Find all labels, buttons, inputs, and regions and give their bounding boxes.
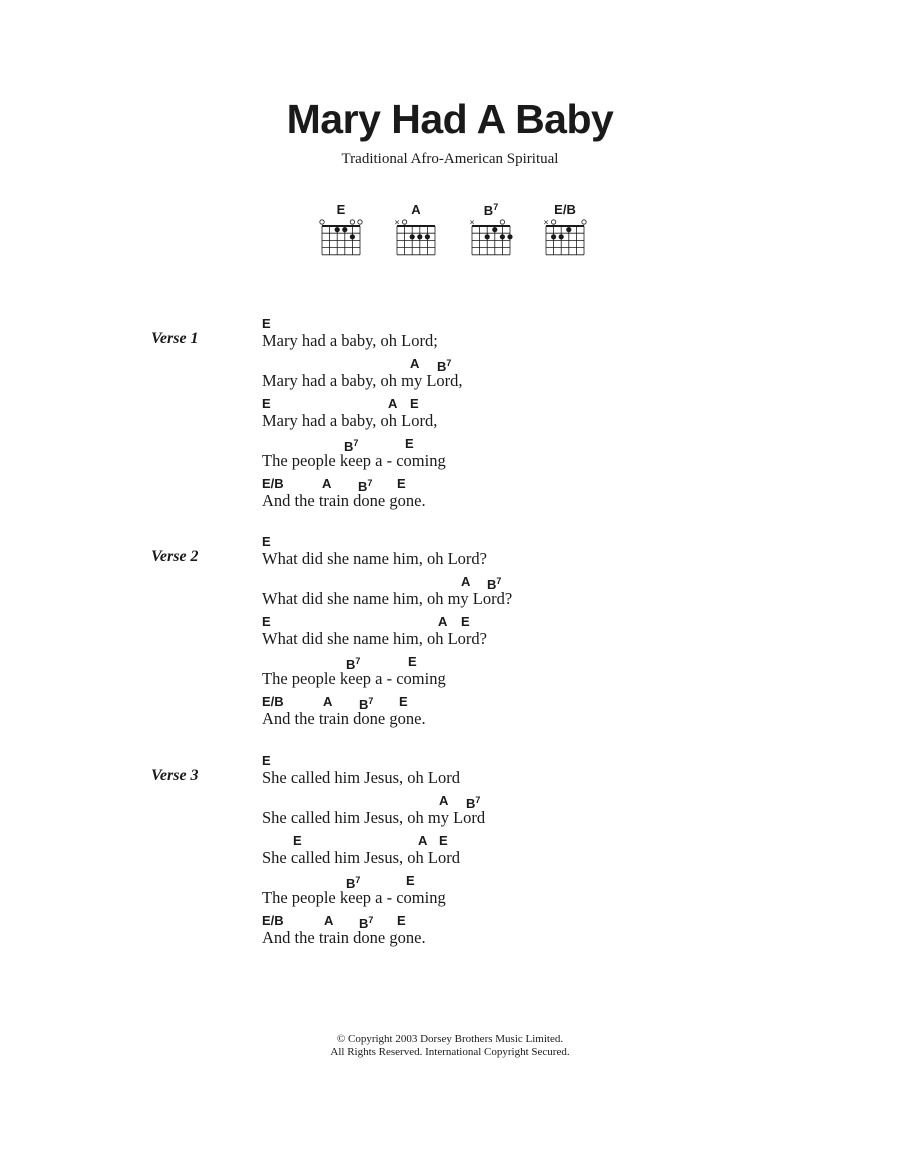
chord-symbol: E	[408, 654, 417, 669]
chord-symbol: $B^7$	[346, 875, 361, 891]
chord-symbol: A	[322, 476, 332, 491]
chord-symbol: E	[461, 614, 470, 629]
chord-symbol: $B^7$	[346, 656, 361, 672]
finger-dot	[559, 234, 564, 239]
chord-symbol: $B^7$	[344, 438, 359, 454]
lyric-text: Mary had a baby, oh Lord,	[262, 411, 438, 430]
lyric-text: Mary had a baby, oh my Lord,	[262, 371, 463, 390]
open-string-marker	[551, 220, 555, 224]
open-string-marker	[582, 220, 586, 224]
chord-diagram-3	[461, 202, 521, 262]
lyric-text: What did she name him, oh Lord?	[262, 549, 487, 568]
lyric-text: The people keep a - coming	[262, 451, 446, 470]
lyric-text: What did she name him, oh my Lord?	[262, 589, 513, 608]
muted-string-marker: ×	[469, 218, 475, 227]
chord-symbol: E/B	[262, 476, 284, 491]
finger-dot	[335, 227, 340, 232]
muted-string-marker: ×	[394, 218, 400, 227]
chord-symbol: E	[262, 614, 271, 629]
chord-grid	[386, 216, 446, 260]
finger-dot	[425, 234, 430, 239]
lyric-text: She called him Jesus, oh Lord	[262, 848, 460, 867]
chord-symbol: A	[439, 793, 449, 808]
verse-label: Verse 1	[151, 330, 199, 347]
finger-dot	[417, 234, 422, 239]
chord-grid	[535, 216, 595, 260]
copyright-line-1: © Copyright 2003 Dorsey Brothers Music Limited.	[336, 1033, 564, 1045]
finger-dot	[410, 234, 415, 239]
chord-symbol: A	[461, 574, 471, 589]
chord-diagram-name: A	[411, 202, 421, 217]
chord-symbol: E	[262, 316, 271, 331]
open-string-marker	[358, 220, 362, 224]
chord-symbol: E/B	[262, 694, 284, 709]
chord-symbol: A	[438, 614, 448, 629]
lyric-text: The people keep a - coming	[262, 888, 446, 907]
chord-diagram-name: $B^7$	[483, 202, 499, 218]
finger-dot	[342, 227, 347, 232]
chord-symbol: E	[262, 534, 271, 549]
chord-symbol: E	[405, 436, 414, 451]
chord-symbol: $B^7$	[358, 478, 373, 494]
lyric-text: Mary had a baby, oh Lord;	[262, 331, 438, 350]
muted-string-marker: ×	[543, 218, 549, 227]
chord-symbol: E	[406, 873, 415, 888]
open-string-marker	[350, 220, 354, 224]
finger-dot	[551, 234, 556, 239]
chord-diagram-2	[386, 202, 446, 262]
lyric-text: And the train done gone.	[262, 709, 426, 728]
chord-symbol: A	[418, 833, 428, 848]
verse-label: Verse 2	[151, 548, 199, 565]
open-string-marker	[320, 220, 324, 224]
chord-symbol: E	[293, 833, 302, 848]
lyric-text: The people keep a - coming	[262, 669, 446, 688]
chord-symbol: E	[439, 833, 448, 848]
chord-symbol: $B^7$	[437, 358, 452, 374]
chord-symbol: E	[262, 396, 271, 411]
chord-symbol: A	[323, 694, 333, 709]
chord-symbol: A	[388, 396, 398, 411]
finger-dot	[350, 234, 355, 239]
chord-symbol: E/B	[262, 913, 284, 928]
chord-symbol: E	[262, 753, 271, 768]
song-title: Mary Had A Baby	[286, 96, 614, 142]
finger-dot	[485, 234, 490, 239]
finger-dot	[507, 234, 512, 239]
chord-symbol: E	[397, 913, 406, 928]
lyric-text: And the train done gone.	[262, 491, 426, 510]
copyright-line-2: All Rights Reserved. International Copyright Secured.	[330, 1046, 570, 1058]
chord-grid	[461, 216, 521, 260]
chord-symbol: $B^7$	[359, 696, 374, 712]
chord-grid	[311, 216, 371, 260]
chord-symbol: $B^7$	[359, 915, 374, 931]
chord-symbol: A	[324, 913, 334, 928]
chord-diagram-1	[311, 202, 371, 262]
chord-symbol: E	[410, 396, 419, 411]
open-string-marker	[402, 220, 406, 224]
lyric-text: And the train done gone.	[262, 928, 426, 947]
finger-dot	[492, 227, 497, 232]
lyric-text: She called him Jesus, oh my Lord	[262, 808, 486, 827]
finger-dot	[566, 227, 571, 232]
open-string-marker	[500, 220, 504, 224]
verse-label: Verse 3	[151, 767, 199, 784]
chord-diagram-name: E	[336, 202, 346, 217]
chord-symbol: A	[410, 356, 420, 371]
chord-symbol: E	[399, 694, 408, 709]
chord-diagram-4	[535, 202, 595, 262]
chord-symbol: E	[397, 476, 406, 491]
lyric-text: She called him Jesus, oh Lord	[262, 768, 460, 787]
chord-symbol: $B^7$	[466, 795, 481, 811]
lyric-text: What did she name him, oh Lord?	[262, 629, 487, 648]
chord-diagram-name: E/B	[554, 202, 576, 217]
song-subtitle: Traditional Afro-American Spiritual	[341, 151, 559, 167]
chord-symbol: $B^7$	[487, 576, 502, 592]
finger-dot	[500, 234, 505, 239]
